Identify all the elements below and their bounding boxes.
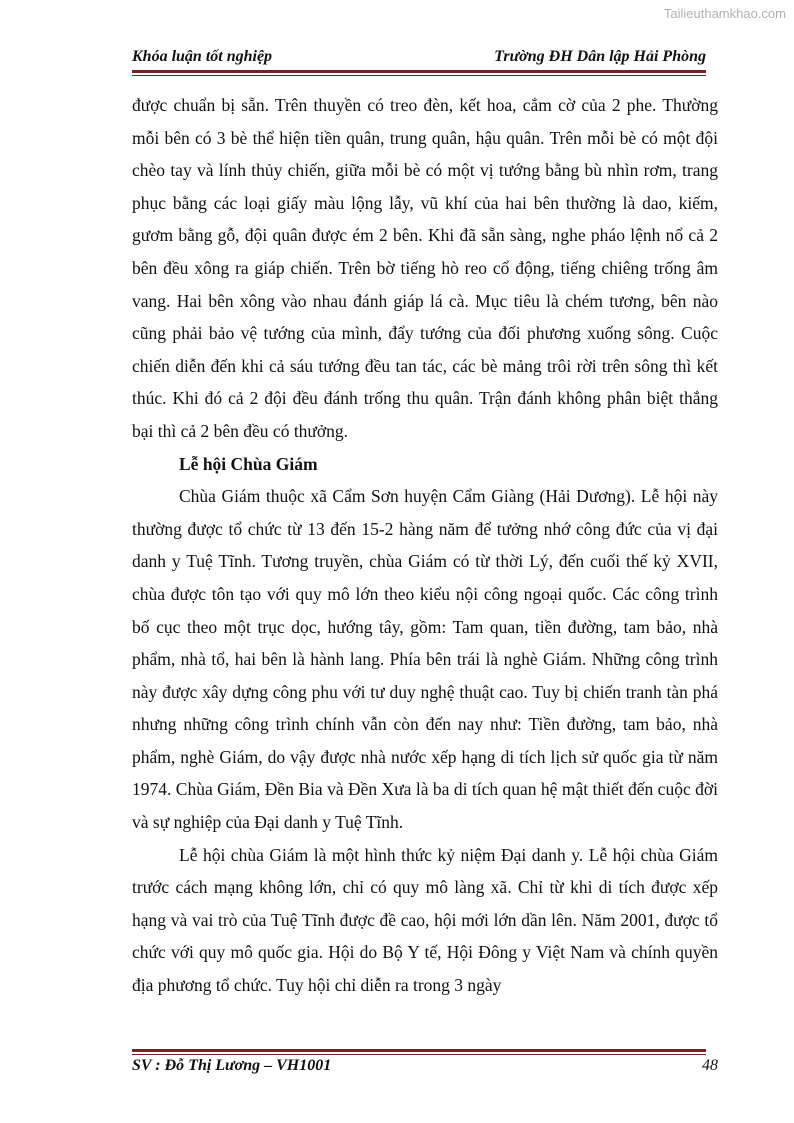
section-heading: Lễ hội Chùa Giám <box>179 453 318 474</box>
paragraph: Lễ hội chùa Giám là một hình thức kỷ niệm Đại danh y. Lễ hội chùa Giám trước cách mạng không lớn, chỉ có quy mô làng xã. Chỉ từ khi di tích được xếp hạng và vai trò của Tuệ Tĩnh được đề cao, hội mới lớn dần lên. Năm 2001, được tổ chức với quy mô quốc gia. Hội do Bộ Y tế, Hội Đông y Việt Nam và chính quyền địa phương tổ chức. Tuy hội chỉ diễn ra trong 3 ngày <box>132 844 718 996</box>
page-header <box>132 48 706 66</box>
footer-student: SV : Đỗ Thị Lương – VH1001 <box>132 1057 332 1074</box>
page-body <box>132 89 718 1002</box>
paragraph-continued: được chuẩn bị sẵn. Trên thuyền có treo đèn, kết hoa, cắm cờ của 2 phe. Thường mỗi bên có 3 bè thể hiện tiền quân, trung quân, hậu quân. Trên mỗi bè có một đội chèo tay và lính thủy chiến, giữa mỗi bè có một vị tướng bằng bù nhìn rơm, trang phục bằng các loại giấy màu lộng lẫy, vũ khí của hai bên thường là dao, kiếm, gươm bằng gỗ, đội quân được ém 2 bên. Khi đã sẵn sàng, nghe pháo lệnh nổ cả 2 bên đều xông ra giáp chiến. Trên bờ tiếng hò reo cổ động, tiếng chiêng trống âm vang. Hai bên xông vào nhau đánh giáp lá cà. Mục tiêu là chém tương, bên nào cũng phải bảo vệ tướng của mình, đẩy tướng của đối phương xuống sông. Cuộc chiến diễn đến khi cả sáu tướng đều tan tác, các bè mảng trôi rời trên sông thì kết thúc. Khi đó cả 2 đội đều đánh trống thu quân. Trận đánh không phân biệt thắng bại thì cả 2 bên đều có thưởng. <box>132 95 718 441</box>
footer-divider <box>132 1049 706 1055</box>
header-university: Trường ĐH Dân lập Hải Phòng <box>494 48 706 65</box>
paragraph: Chùa Giám thuộc xã Cẩm Sơn huyện Cẩm Giàng (Hải Dương). Lễ hội này thường được tổ chức từ 13 đến 15-2 hàng năm để tưởng nhớ công đức của vị đại danh y Tuệ Tĩnh. Tương truyền, chùa Giám có từ thời Lý, đến cuối thế kỷ XVII, chùa được tôn tạo với quy mô lớn theo kiểu nội công ngoại quốc. Các công trình bố cục theo một trục dọc, hướng tây, gồm: Tam quan, tiền đường, tam bảo, nhà phẩm, nhà tổ, hai bên là hành lang. Phía bên trái là nghè Giám. Những công trình này được xây dựng công phu với tư duy nghệ thuật cao. Tuy bị chiến tranh tàn phá nhưng những công trình chính vẫn còn đến nay như: Tiền đường, tam bảo, nhà phẩm, nghè Giám, do vậy được nhà nước xếp hạng di tích lịch sử quốc gia từ năm 1974. Chùa Giám, Đền Bia và Đền Xưa là ba di tích quan hệ mật thiết đến cuộc đời và sự nghiệp của Đại danh y Tuệ Tĩnh. <box>132 486 718 833</box>
page-footer <box>132 1057 718 1075</box>
page-number: 48 <box>702 1057 718 1074</box>
watermark: Tailieuthamkhao.com <box>663 6 786 21</box>
header-thesis-title: Khóa luận tốt nghiệp <box>132 48 273 65</box>
header-divider <box>132 70 706 76</box>
